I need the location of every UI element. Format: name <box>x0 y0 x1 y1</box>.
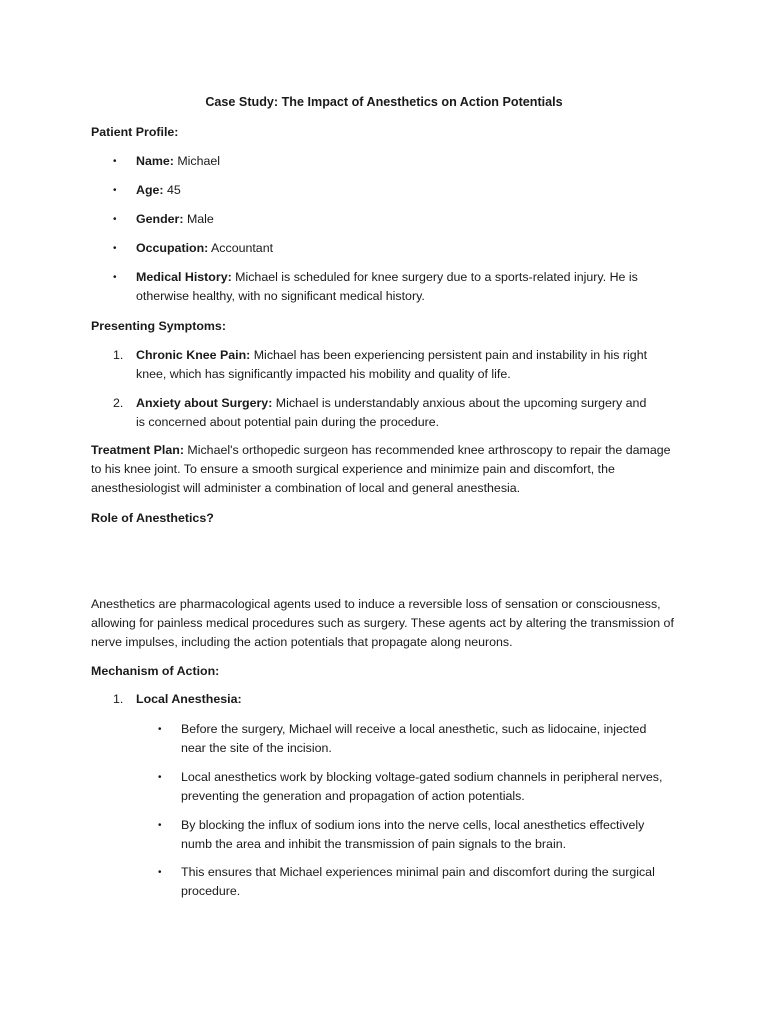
patient-profile-heading: Patient Profile: <box>91 125 179 139</box>
profile-value: 45 <box>163 183 181 197</box>
bullet-icon: • <box>158 772 162 783</box>
bullet-icon: • <box>158 724 162 735</box>
list-number: 1. <box>113 692 124 706</box>
local-bullet-item: Before the surgery, Michael will receive a local anesthetic, such as lidocaine, injected near the site of the incision. <box>181 722 647 755</box>
profile-item-age <box>136 181 656 200</box>
symptom-item <box>136 346 656 384</box>
list-number: 1. <box>113 348 124 362</box>
profile-value: Michael <box>173 154 221 168</box>
local-bullet-item: By blocking the influx of sodium ions into the nerve cells, local anesthetics effectively numb the area and inhibit the transmission of pain signals to the brain. <box>181 818 645 851</box>
bullet-icon: • <box>113 243 117 254</box>
local-anesthesia-label: Local Anesthesia: <box>136 692 242 706</box>
treatment-plan-paragraph <box>91 441 681 498</box>
mechanism-heading: Mechanism of Action: <box>91 664 220 678</box>
role-paragraph: Anesthetics are pharmacological agents used to induce a reversible loss of sensation or consciousness, allowing for painless medical procedures such as surgery. These agents act by altering the transmission of nerve impulses, including the action potentials that propagate along neurons. <box>91 597 674 649</box>
profile-item-gender <box>136 210 656 229</box>
profile-label: Occupation: <box>136 241 209 255</box>
profile-label: Age: <box>136 183 164 197</box>
profile-label: Gender: <box>136 212 184 226</box>
treatment-plan-text: Michael's orthopedic surgeon has recommended knee arthroscopy to repair the damage to his knee joint. To ensure a smooth surgical experience and minimize pain and discomfort, the anesthesiologist will administer a combination of local and general anesthesia. <box>91 443 671 495</box>
bullet-icon: • <box>113 185 117 196</box>
local-bullet-item: This ensures that Michael experiences minimal pain and discomfort during the surgical procedure. <box>181 865 655 898</box>
profile-label: Medical History: <box>136 270 232 284</box>
local-bullet-item: Local anesthetics work by blocking voltage-gated sodium channels in peripheral nerves, preventing the generation and propagation of action potentials. <box>181 770 663 803</box>
profile-item-medical-history <box>136 268 656 306</box>
profile-value: Male <box>183 212 214 226</box>
symptom-value: Michael is understandably anxious about the upcoming surgery and is concerned about potential pain during the procedure. <box>136 396 647 429</box>
list-number: 2. <box>113 396 124 410</box>
presenting-symptoms-heading: Presenting Symptoms: <box>91 319 226 333</box>
bullet-icon: • <box>158 820 162 831</box>
bullet-icon: • <box>158 867 162 878</box>
profile-label: Name: <box>136 154 174 168</box>
bullet-icon: • <box>113 214 117 225</box>
bullet-icon: • <box>113 272 117 283</box>
symptom-label: Anxiety about Surgery: <box>136 396 273 410</box>
profile-value: Accountant <box>208 241 274 255</box>
role-heading: Role of Anesthetics? <box>91 511 214 525</box>
bullet-icon: • <box>113 156 117 167</box>
profile-value: Michael is scheduled for knee surgery due to a sports-related injury. He is otherwise healthy, with no significant medical history. <box>136 270 638 303</box>
page-title: Case Study: The Impact of Anesthetics on Action Potentials <box>205 95 563 109</box>
profile-item-occupation <box>136 239 656 258</box>
profile-item-name <box>136 152 656 171</box>
symptom-value: Michael has been experiencing persistent pain and instability in his right knee, which has significantly impacted his mobility and quality of life. <box>136 348 648 381</box>
symptom-label: Chronic Knee Pain: <box>136 348 251 362</box>
treatment-plan-label: Treatment Plan: <box>91 443 184 457</box>
symptom-item <box>136 394 656 432</box>
